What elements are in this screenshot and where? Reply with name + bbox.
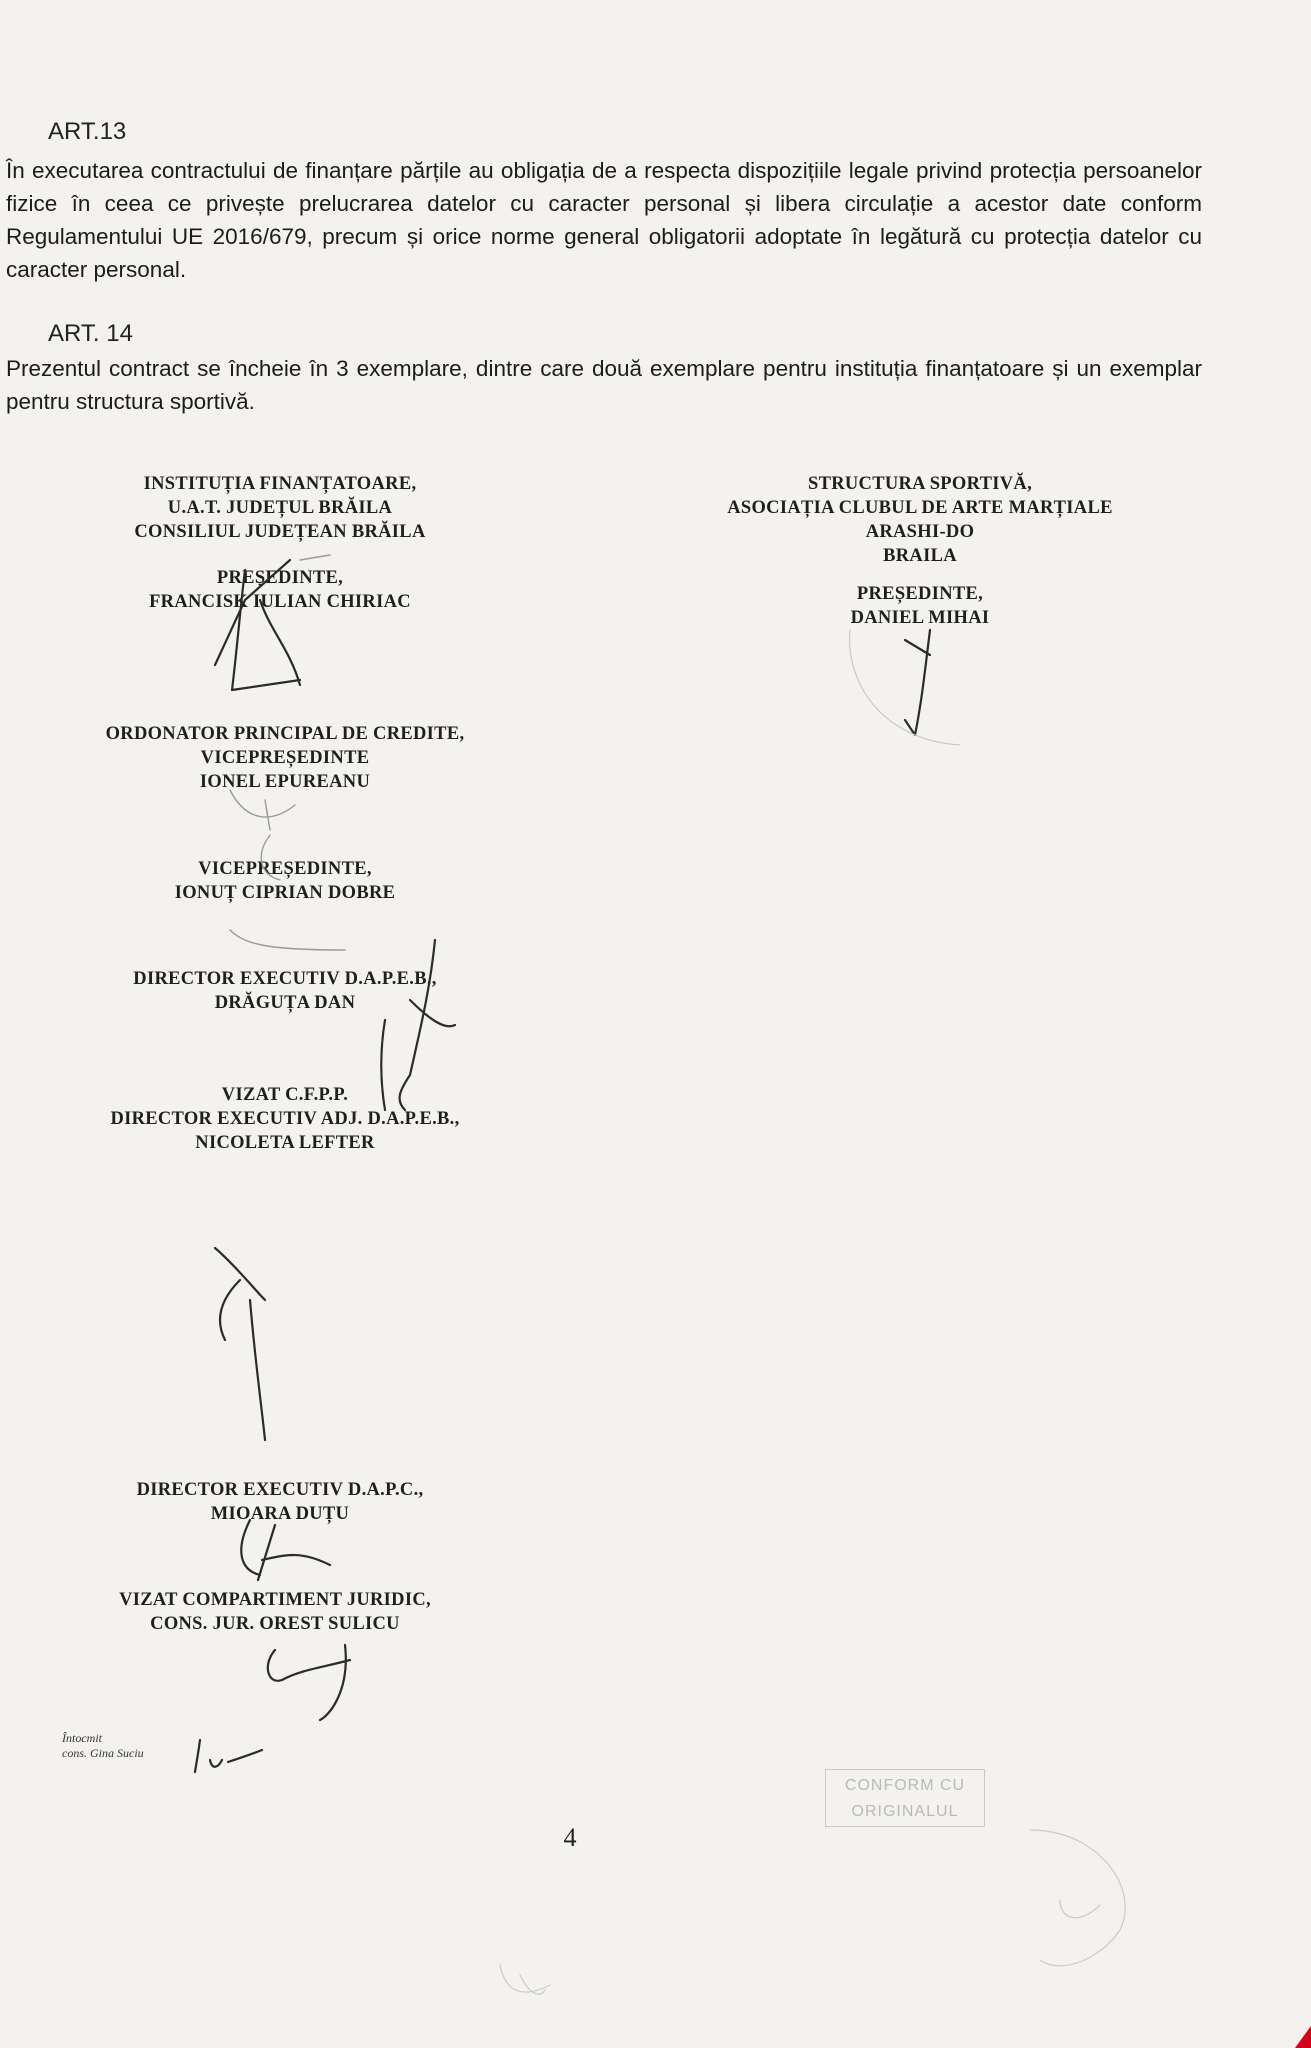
- ordonator-line-1: ORDONATOR PRINCIPAL DE CREDITE,: [105, 724, 465, 744]
- director-dapeb-line-2: DRĂGUȚA DAN: [214, 993, 356, 1013]
- sports-line-2: ASOCIAȚIA CLUBUL DE ARTE MARȚIALE: [727, 498, 1113, 518]
- vicepresedinte-line-1: VICEPREȘEDINTE,: [198, 859, 372, 879]
- prepared-by-label: Întocmit: [62, 1731, 102, 1745]
- stamp-line-2: ORIGINALUL: [851, 1803, 959, 1820]
- faint-seal-mark: [1030, 1830, 1125, 1966]
- cfpp-line-1: VIZAT C.F.P.P.: [221, 1085, 349, 1105]
- signature-mark-dobre: [230, 835, 345, 950]
- signature-mark-mihai: [850, 630, 960, 745]
- institution-signatory: FRANCISK IULIAN CHIRIAC: [149, 592, 411, 612]
- article-14-title: ART. 14: [48, 320, 133, 347]
- signature-mark-epureanu: [230, 790, 295, 830]
- institution-line-2: U.A.T. JUDEȚUL BRĂILA: [167, 498, 393, 518]
- juridic-line-2: CONS. JUR. OREST SULICU: [150, 1614, 400, 1634]
- sports-role: PREȘEDINTE,: [856, 584, 984, 604]
- page-number: 4: [563, 1823, 577, 1852]
- cfpp-line-3: NICOLETA LEFTER: [195, 1133, 375, 1153]
- cfpp-line-2: DIRECTOR EXECUTIV ADJ. D.A.P.E.B.,: [110, 1109, 460, 1129]
- ordonator-line-3: IONEL EPUREANU: [199, 772, 371, 792]
- sports-line-3: ARASHI-DO: [865, 522, 975, 542]
- prepared-by-name: cons. Gina Suciu: [62, 1746, 144, 1760]
- article-14-body: Prezentul contract se încheie în 3 exemplare, dintre care două exemplare pentru instituția finanțatoare și un exemplar pentru structura sportivă.: [6, 356, 1202, 414]
- signature-mark-sulicu: [268, 1645, 350, 1720]
- vicepresedinte-line-2: IONUȚ CIPRIAN DOBRE: [174, 883, 396, 903]
- director-dapc-line-1: DIRECTOR EXECUTIV D.A.P.C.,: [136, 1480, 424, 1500]
- article-13-title: ART.13: [48, 118, 127, 145]
- ordonator-line-2: VICEPREȘEDINTE: [200, 748, 370, 768]
- article-13-body: În executarea contractului de finanțare părțile au obligația de a respecta dispozițiile legale privind protecția persoanelor fizice în ceea ce privește prelucrarea datelor cu caracter personal și libera circulație a acestor date conform Regulamentului UE 2016/679, precum și orice norme general obligatorii adoptate în legătură cu protecția datelor cu caracter personal.: [6, 158, 1202, 282]
- stamp-line-1: CONFORM CU: [844, 1777, 966, 1794]
- signature-mark-dan: [381, 940, 455, 1110]
- signature-mark-note: [195, 1740, 262, 1772]
- institution-role: PREȘEDINTE,: [216, 568, 344, 588]
- corner-mark: [1295, 2026, 1311, 2048]
- signature-mark-dutu: [241, 1520, 330, 1580]
- director-dapeb-line-1: DIRECTOR EXECUTIV D.A.P.E.B.,: [133, 969, 437, 989]
- institution-line-3: CONSILIUL JUDEȚEAN BRĂILA: [134, 522, 426, 542]
- signature-mark-chiriac: [215, 555, 330, 690]
- signature-mark-lefter: [215, 1248, 265, 1440]
- juridic-line-1: VIZAT COMPARTIMENT JURIDIC,: [119, 1590, 431, 1610]
- sports-line-1: STRUCTURA SPORTIVĂ,: [807, 474, 1032, 494]
- faint-initials-bottom: [500, 1965, 550, 1994]
- director-dapc-line-2: MIOARA DUȚU: [210, 1504, 350, 1524]
- sports-signatory: DANIEL MIHAI: [850, 608, 990, 628]
- institution-line-1: INSTITUȚIA FINANȚATOARE,: [143, 474, 417, 494]
- sports-line-4: BRAILA: [883, 546, 957, 566]
